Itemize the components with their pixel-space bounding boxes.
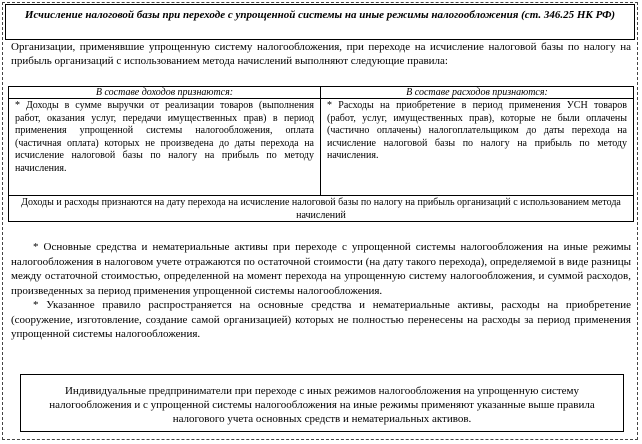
income-cell: * Доходы в сумме выручки от реализации товаров (выполнения работ, оказания услуг, передачи имущественных прав) в период применения упрощенной системы налогообложения, оплата (частичная оплата) которых не произведена до даты перехода на исчисление налоговой базы по налогу на прибыль по методу начисления. (9, 99, 321, 195)
paragraph-fixed-assets: * Основные средства и нематериальные активы при переходе с упрощенной системы налогообложения на иные режимы налогообложения в налоговом учете отражаются по остаточной стоимости (на дату такого перехода), определяемой в виде разницы между остаточной стоимостью, определенной на момент перехода на упрощенную систему налогообложения, и суммой расходов, произведенных за период применения упрощенной системы налогообложения. (11, 241, 631, 297)
document-title: Исчисление налоговой базы при переходе с упрощенной системы на иные режимы налогообложения (ст. 346.25 НК РФ) (24, 9, 616, 21)
entrepreneurs-note-text: Индивидуальные предприниматели при переходе с иных режимов налогообложения на упрощенную систему налогообложения и с упрощенной системы налогообложения на иные режимы применяют указанные выше правила налогового учета основных средств и нематериальных активов. (49, 385, 595, 425)
intro-paragraph: Организации, применявшие упрощенную систему налогообложения, при переходе на исчисление налоговой базы по налогу на прибыль организаций с использованием метода начислений выполняют следующие правила: (11, 41, 631, 67)
title-box (5, 4, 635, 40)
entrepreneurs-note-box (20, 374, 624, 432)
body-text (11, 240, 631, 342)
expense-column-header: В составе расходов признаются: (406, 87, 548, 98)
income-expense-table (8, 86, 634, 222)
table-header-row (9, 87, 633, 99)
income-column-header: В составе доходов признаются: (9, 87, 321, 98)
expense-cell: * Расходы на приобретение в период применения УСН товаров (работ, услуг, имущественных прав), которые не были оплачены (частично оплачены) налогоплательщиком до даты перехода на исчисление налоговой базы по налогу на прибыль по методу начисления. (327, 100, 627, 161)
paragraph-rule-scope: * Указанное правило распространяется на основные средства и нематериальные активы, расходы на приобретение (сооружение, изготовление, создание самой организацией) которых не полностью перенесены на расходы за период применения упрощенной системы налогообложения. (11, 299, 631, 340)
table-footer-row: Доходы и расходы признаются на дату перехода на исчисление налоговой базы по налогу на прибыль организаций с использованием метода начислений (9, 195, 633, 221)
